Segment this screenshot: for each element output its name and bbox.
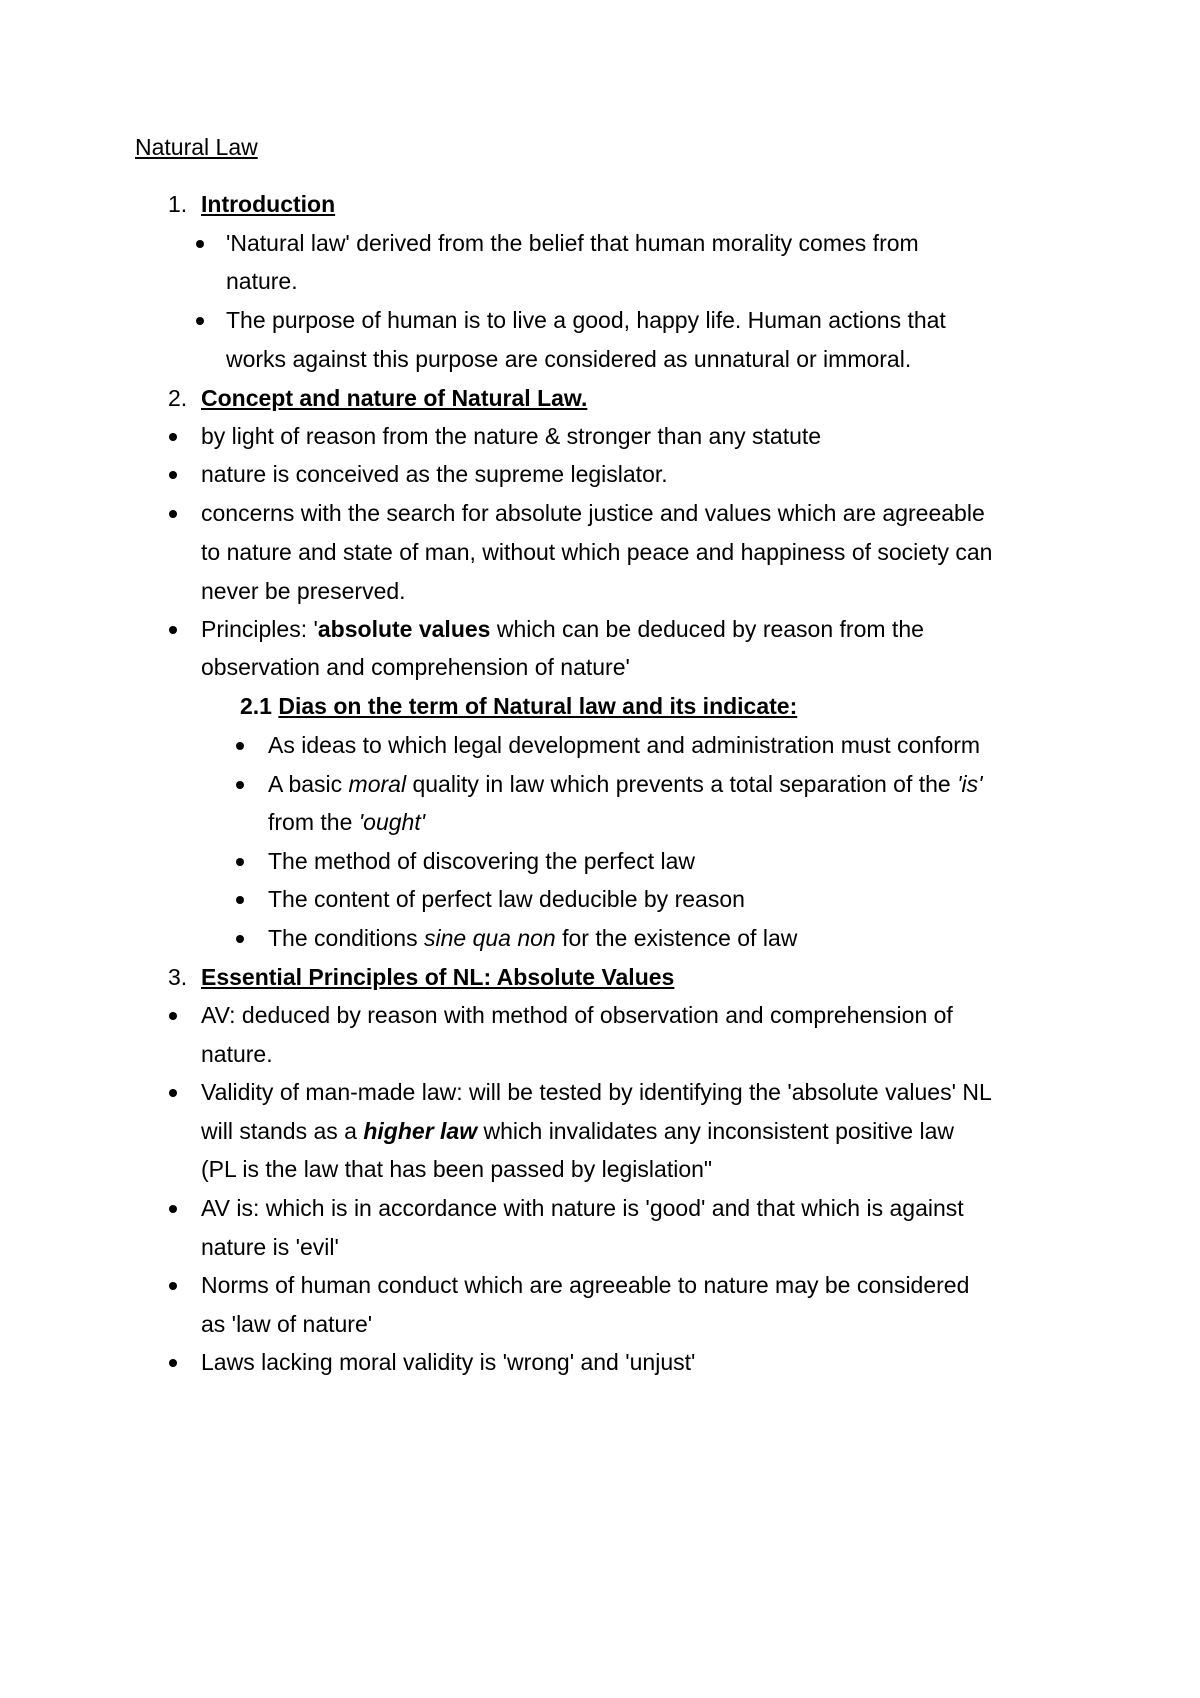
list-item: The content of perfect law deducible by reason [268, 886, 745, 912]
list-item-continuation: nature is 'evil' [201, 1234, 339, 1260]
text-run: will stands as a [201, 1118, 364, 1144]
list-item: Validity of man-made law: will be tested by identifying the 'absolute values' NL [201, 1079, 992, 1105]
list-item-continuation: never be preserved. [201, 578, 406, 604]
list-item: As ideas to which legal development and administration must conform [268, 732, 981, 758]
bullet-icon [169, 626, 177, 634]
list-item [268, 924, 797, 952]
bullet-icon [169, 471, 177, 479]
text-run-bold-italic: higher law [363, 1118, 478, 1144]
text-run: quality in law which prevents a total separation of the [406, 771, 958, 797]
section-heading: Introduction [201, 191, 336, 217]
list-item-continuation: observation and comprehension of nature' [201, 654, 630, 680]
text-run-italic: 'is' [957, 771, 983, 797]
list-item [268, 770, 983, 798]
list-item: The purpose of human is to live a good, happy life. Human actions that [226, 307, 946, 333]
bullet-icon [236, 858, 244, 866]
list-item-continuation: nature. [226, 268, 298, 294]
list-item: concerns with the search for absolute justice and values which are agreeable [201, 500, 985, 526]
list-item-continuation: (PL is the law that has been passed by legislation" [201, 1156, 713, 1182]
list-item: Laws lacking moral validity is 'wrong' and 'unjust' [201, 1349, 696, 1375]
list-item [201, 615, 924, 643]
bullet-icon [169, 1359, 177, 1367]
text-run: which invalidates any inconsistent positive law [477, 1118, 954, 1144]
list-item: Norms of human conduct which are agreeable to nature may be considered [201, 1272, 970, 1298]
bullet-icon [236, 781, 244, 789]
list-item: by light of reason from the nature & stronger than any statute [201, 423, 822, 449]
bullet-icon [169, 433, 177, 441]
bullet-icon [169, 510, 177, 518]
bullet-icon [196, 317, 204, 325]
list-item: nature is conceived as the supreme legislator. [201, 461, 668, 487]
bullet-icon [236, 935, 244, 943]
subsection-number: 2.1 [240, 693, 272, 719]
subsection-title: Dias on the term of Natural law and its indicate: [278, 693, 798, 719]
list-item: The method of discovering the perfect law [268, 848, 696, 874]
list-item-continuation: works against this purpose are considered as unnatural or immoral. [226, 346, 912, 372]
list-item-continuation: as 'law of nature' [201, 1311, 373, 1337]
text-run-bold: absolute values [317, 616, 491, 642]
text-run: which can be deduced by reason from the [490, 616, 924, 642]
text-run: for the existence of law [555, 925, 798, 951]
bullet-icon [236, 742, 244, 750]
text-run-italic: moral [348, 771, 407, 797]
section-heading: Concept and nature of Natural Law. [201, 385, 588, 411]
section-heading: Essential Principles of NL: Absolute Values [201, 964, 675, 990]
section-number: 1. [168, 191, 188, 217]
list-item-continuation [268, 808, 425, 836]
bullet-icon [236, 896, 244, 904]
bullet-icon [169, 1205, 177, 1213]
list-item: 'Natural law' derived from the belief that human morality comes from [226, 230, 919, 256]
text-run-italic: 'ought' [358, 809, 426, 835]
list-item-continuation: nature. [201, 1041, 273, 1067]
text-run-italic: sine qua non [423, 925, 556, 951]
bullet-icon [169, 1282, 177, 1290]
list-item-continuation: to nature and state of man, without which peace and happiness of society can [201, 539, 993, 565]
list-item: AV is: which is in accordance with nature is 'good' and that which is against [201, 1195, 964, 1221]
text-run: The conditions [268, 925, 424, 951]
section-number: 2. [168, 385, 188, 411]
bullet-icon [196, 240, 204, 248]
section-number: 3. [168, 964, 188, 990]
text-run: A basic [268, 771, 349, 797]
text-run: from the [268, 809, 359, 835]
subsection-heading [240, 692, 797, 720]
bullet-icon [169, 1089, 177, 1097]
bullet-icon [169, 1012, 177, 1020]
list-item: AV: deduced by reason with method of observation and comprehension of [201, 1002, 953, 1028]
list-item-continuation [201, 1117, 954, 1145]
page-title: Natural Law [135, 134, 258, 160]
text-run: Principles: ' [201, 616, 318, 642]
